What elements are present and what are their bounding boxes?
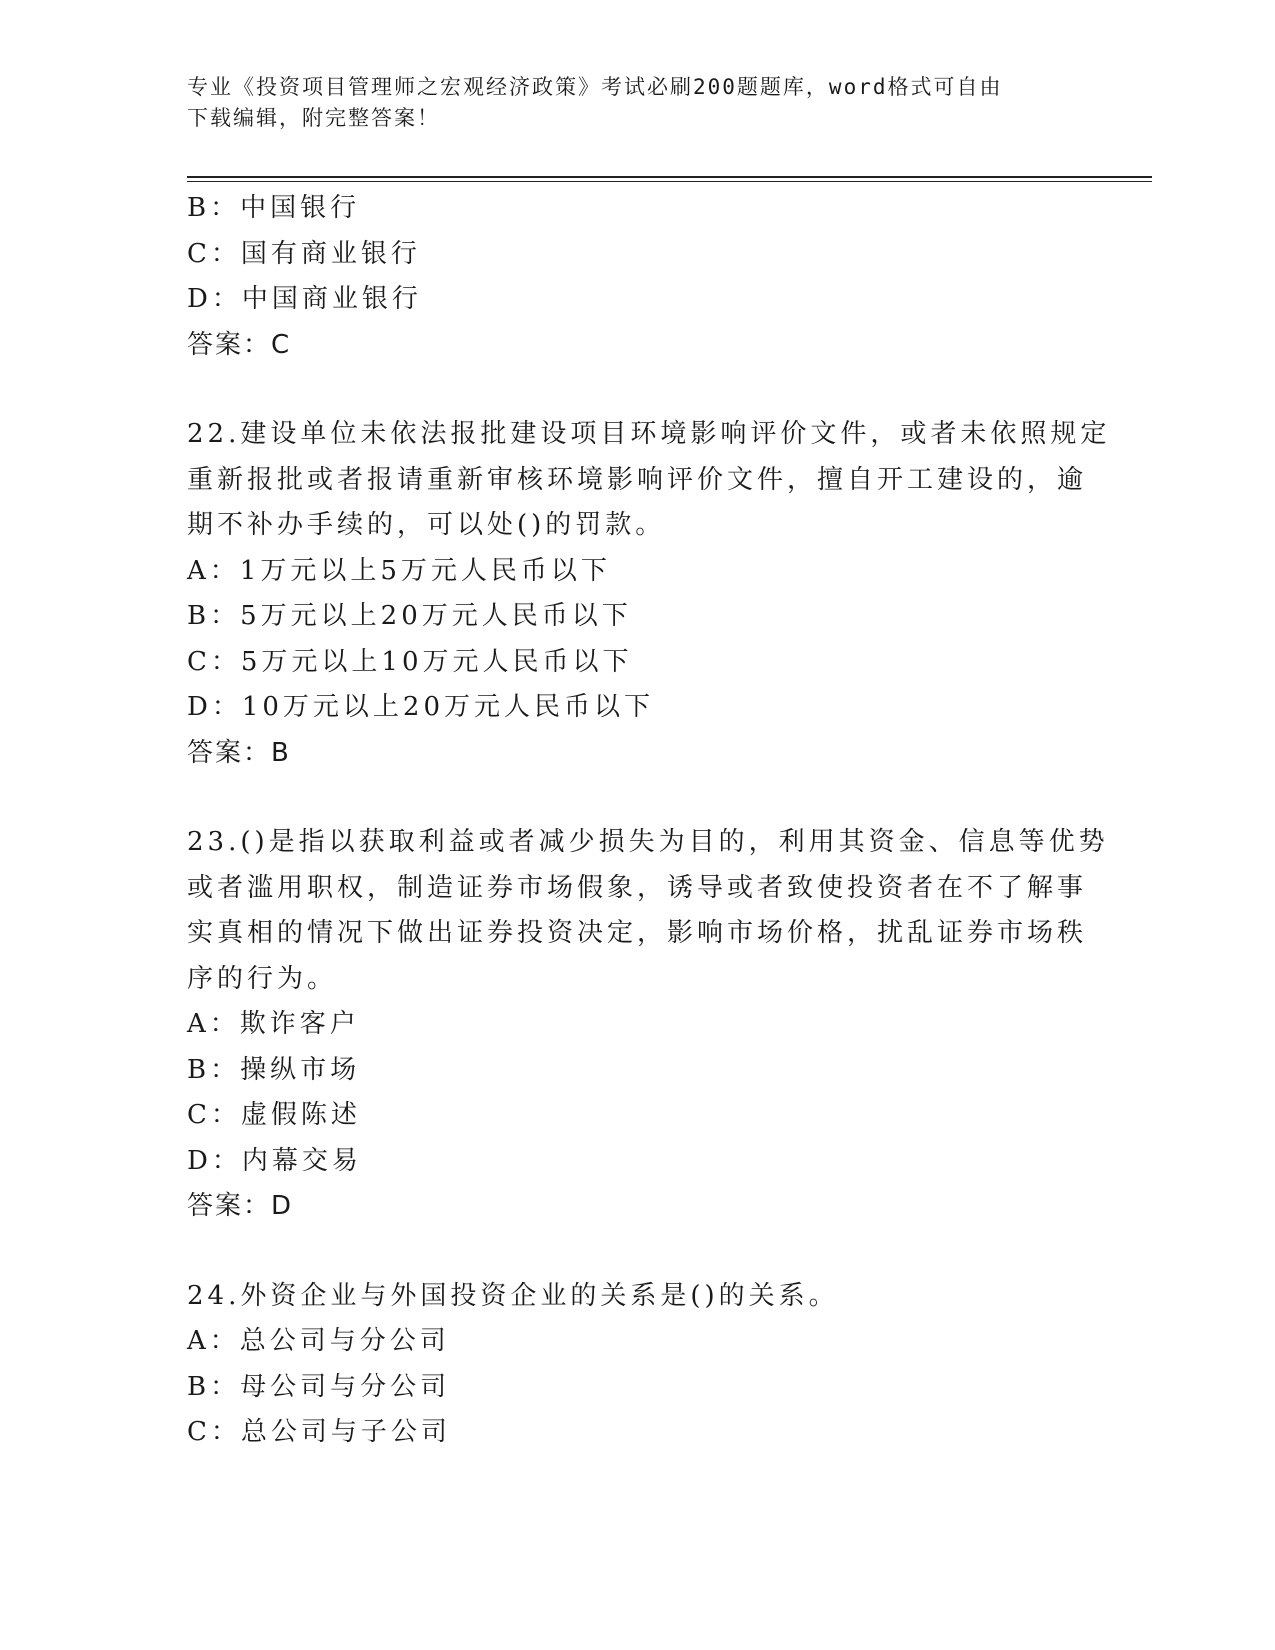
- option-a: A：1万元以上5万元人民币以下: [187, 555, 611, 586]
- question-stem-line: 24.外资企业与外国投资企业的关系是()的关系。: [187, 1280, 839, 1311]
- option-d: D：中国商业银行: [187, 284, 422, 314]
- header-divider: [187, 176, 1152, 178]
- question-23: [187, 820, 1109, 1230]
- question-stem-line: 23.()是指以获取利益或者减少损失为目的，利用其资金、信息等优势: [187, 827, 1109, 857]
- question-stem-line: 实真相的情况下做出证券投资决定，影响市场价格，扰乱证券市场秩: [187, 918, 1088, 948]
- option-c: C：虚假陈述: [187, 1100, 361, 1130]
- option-b: B：中国银行: [187, 193, 361, 223]
- question-stem-line: 序的行为。: [187, 963, 338, 994]
- question-24: [187, 1274, 1087, 1456]
- option-c: C：总公司与子公司: [187, 1417, 451, 1447]
- answer: 答案：B: [187, 737, 291, 768]
- option-d: D：内幕交易: [187, 1145, 362, 1176]
- header-line-2: 下载编辑，附完整答案！: [187, 106, 440, 130]
- option-c: C：国有商业银行: [187, 238, 421, 269]
- header-divider-thin: [187, 181, 1152, 182]
- question-22: [187, 412, 1111, 776]
- question-21-tail: [187, 186, 1087, 368]
- option-a: A：欺诈客户: [187, 1009, 360, 1039]
- page-header: [187, 72, 1067, 134]
- question-stem-line: 重新报批或者报请重新审核环境影响评价文件，擅自开工建设的，逾: [187, 464, 1088, 495]
- option-b: B：操纵市场: [187, 1054, 361, 1085]
- option-a: A：总公司与分公司: [187, 1326, 450, 1356]
- question-stem-line: 或者滥用职权，制造证券市场假象，诱导或者致使投资者在不了解事: [187, 872, 1088, 903]
- answer: 答案：C: [187, 329, 292, 360]
- option-b: B：母公司与分公司: [187, 1371, 451, 1402]
- question-list: [187, 186, 1111, 1456]
- answer: 答案：D: [187, 1191, 294, 1221]
- option-d: D：10万元以上20万元人民币以下: [187, 692, 655, 722]
- question-stem-line: 22.建设单位未依法报批建设项目环境影响评价文件，或者未依照规定: [187, 419, 1111, 449]
- question-stem-line: 期不补办手续的，可以处()的罚款。: [187, 510, 666, 540]
- option-c: C：5万元以上10万元人民币以下: [187, 646, 633, 677]
- option-b: B：5万元以上20万元人民币以下: [187, 601, 632, 631]
- header-line-1: 专业《投资项目管理师之宏观经济政策》考试必刷200题题库，word格式可自由: [187, 75, 1003, 99]
